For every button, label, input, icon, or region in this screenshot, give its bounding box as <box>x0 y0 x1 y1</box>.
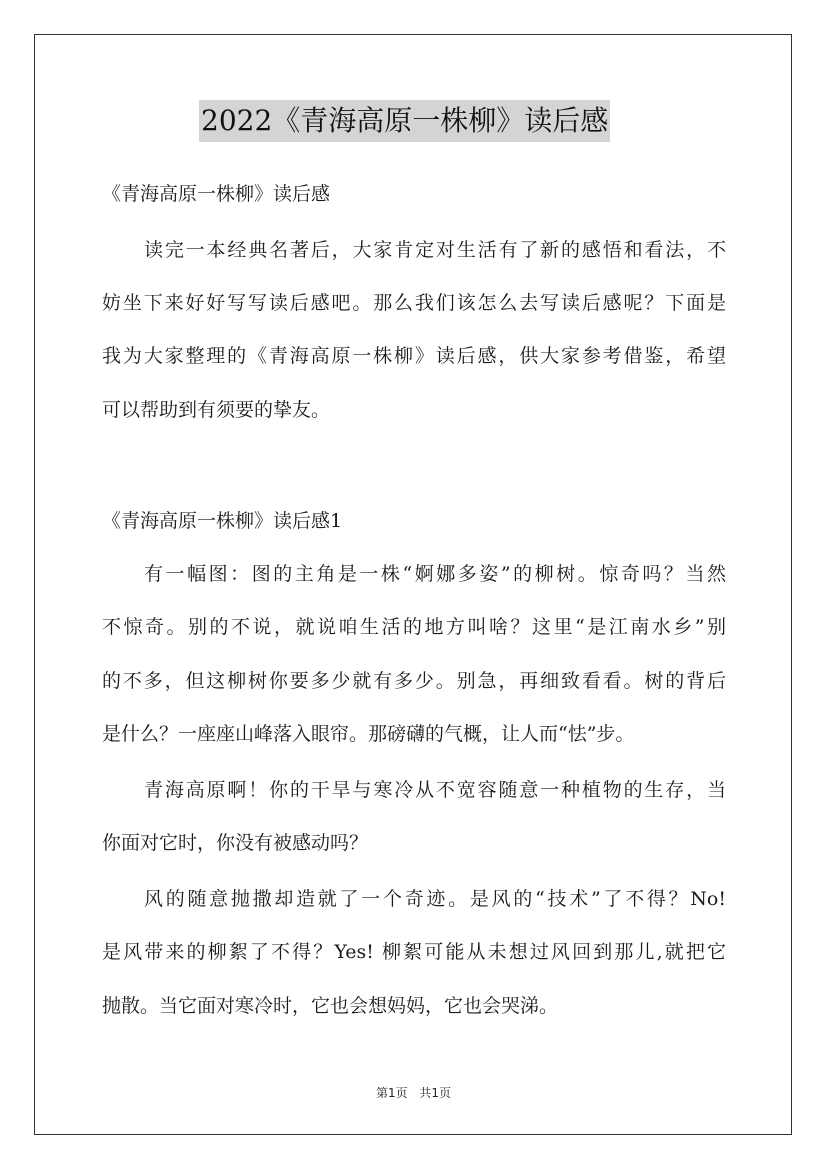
intro-line: 妨坐下来好好写写读后感吧。那么我们该怎么去写读后感呢？下面是 <box>102 292 726 314</box>
intro-line: 读完一本经典名著后，大家肯定对生活有了新的感悟和看法，不 <box>144 239 726 261</box>
page-footer <box>0 1084 827 1101</box>
paragraph-line: 抛散。当它面对寒冷时，它也会想妈妈，它也会哭涕。 <box>102 995 559 1017</box>
page-number: 第1页 <box>375 1086 408 1100</box>
paragraph-line: 的不多，但这柳树你要多少就有多少。别急，再细致看看。树的背后 <box>102 670 726 692</box>
section-heading: 《青海高原一株柳》读后感1 <box>102 510 343 532</box>
subtitle: 《青海高原一株柳》读后感 <box>102 183 331 205</box>
paragraph-line: 是风带来的柳絮了不得？Yes! 柳絮可能从未想过风回到那儿,就把它 <box>102 941 726 963</box>
paragraph-line: 不惊奇。别的不说，就说咱生活的地方叫啥？这里“是江南水乡”别 <box>102 616 726 638</box>
page-total: 共1页 <box>419 1086 452 1100</box>
document-title: 2022《青海高原一株柳》读后感 <box>199 100 610 142</box>
paragraph-line: 风的随意抛撒却造就了一个奇迹。是风的“技术”了不得？No! <box>144 888 726 910</box>
intro-line: 我为大家整理的《青海高原一株柳》读后感，供大家参考借鉴，希望 <box>102 345 726 367</box>
paragraph-line: 是什么？一座座山峰落入眼帘。那磅礴的气概，让人而“怯”步。 <box>102 723 635 745</box>
paragraph-line: 有一幅图：图的主角是一株“婀娜多姿”的柳树。惊奇吗？当然 <box>144 563 726 585</box>
intro-line: 可以帮助到有须要的挚友。 <box>102 399 331 421</box>
paragraph-line: 青海高原啊！你的干旱与寒冷从不宽容随意一种植物的生存，当 <box>144 779 726 801</box>
paragraph-line: 你面对它时，你没有被感动吗？ <box>102 832 369 854</box>
